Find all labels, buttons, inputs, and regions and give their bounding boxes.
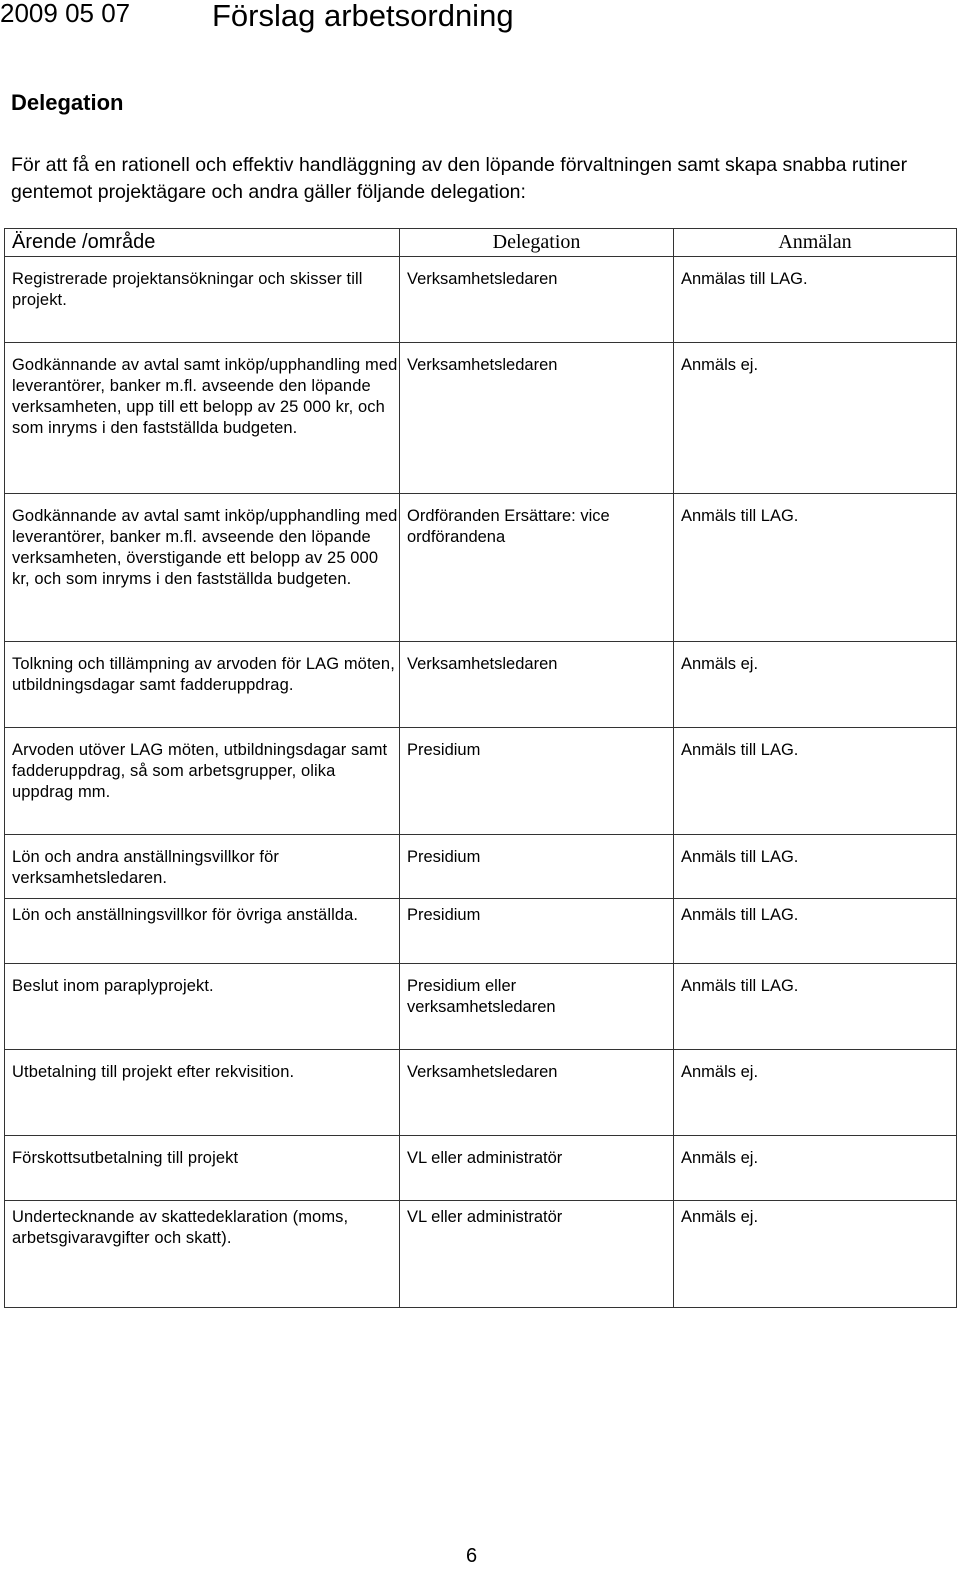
cell-arende [5,343,400,494]
cell-arende [5,494,400,642]
cell-delegation [400,257,674,343]
cell-arende [5,1201,400,1308]
cell-text: Registrerade projektansökningar och skisser till projekt. [12,270,363,309]
table-row [5,728,957,835]
cell-text: Beslut inom paraplyprojekt. [12,977,214,995]
table-row [5,343,957,494]
cell-anmalan [674,642,957,728]
cell-text: Anmäls ej. [681,655,759,673]
cell-delegation [400,835,674,899]
cell-text: Anmäls till LAG. [681,741,799,759]
cell-text: Arvoden utöver LAG möten, utbildningsdagar samt fadderuppdrag, så som arbetsgrupper, olika uppdrag mm. [12,741,388,801]
cell-anmalan [674,494,957,642]
cell-anmalan [674,1201,957,1308]
cell-text: Verksamhetsledaren [407,270,558,288]
cell-text: Anmäls till LAG. [681,906,799,924]
column-header-arende: Ärende /område [5,229,400,257]
cell-anmalan [674,343,957,494]
cell-text: Anmäls ej. [681,1208,759,1226]
cell-delegation [400,1050,674,1136]
cell-text: Undertecknande av skattedeklaration (moms, arbetsgivaravgifter och skatt). [12,1208,349,1247]
cell-arende [5,257,400,343]
cell-delegation [400,1136,674,1201]
cell-arende [5,642,400,728]
cell-text: Anmäls ej. [681,1149,759,1167]
cell-delegation [400,964,674,1050]
cell-text: Anmäls till LAG. [681,977,799,995]
page-number: 6 [466,1545,478,1567]
cell-text: Presidium [407,848,481,866]
cell-arende [5,1050,400,1136]
table-header-row [5,229,957,257]
cell-arende [5,964,400,1050]
cell-text: Anmäls ej. [681,1063,759,1081]
cell-text: Presidium [407,741,481,759]
cell-anmalan [674,964,957,1050]
header-date: 2009 05 07 [0,0,131,28]
delegation-table [4,228,957,1308]
cell-text: VL eller administratör [407,1149,563,1167]
header-title: Förslag arbetsordning [212,0,514,33]
table-row [5,257,957,343]
cell-arende [5,728,400,835]
cell-anmalan [674,728,957,835]
table-row [5,964,957,1050]
table-row [5,835,957,899]
cell-text: Verksamhetsledaren [407,356,558,374]
intro-paragraph: För att få en rationell och effektiv handläggning av den löpande förvaltningen samt skapa snabba rutiner gentemot projektägare och andra gäller följande delegation: [11,154,908,203]
table-row [5,1201,957,1308]
cell-arende [5,1136,400,1201]
cell-delegation [400,343,674,494]
cell-anmalan [674,257,957,343]
table-row [5,1050,957,1136]
cell-text: Tolkning och tillämpning av arvoden för LAG möten, utbildningsdagar samt fadderuppdrag. [12,655,395,694]
cell-text: VL eller administratör [407,1208,563,1226]
table-row [5,642,957,728]
cell-text: Verksamhetsledaren [407,655,558,673]
cell-text: Godkännande av avtal samt inköp/upphandling med leverantörer, banker m.fl. avseende den löpande verksamheten, upp till ett belopp av 25 000 kr, och som inryms i den fastställda budgeten. [12,356,398,437]
table-row [5,899,957,964]
table-row [5,494,957,642]
cell-anmalan [674,899,957,964]
cell-text: Presidium eller verksamhetsledaren [407,977,556,1016]
section-heading: Delegation [11,90,124,115]
cell-text: Ordföranden Ersättare: vice ordförandena [407,507,610,546]
cell-text: Presidium [407,906,481,924]
cell-text: Godkännande av avtal samt inköp/upphandling med leverantörer, banker m.fl. avseende den löpande verksamheten, överstigande ett belopp av 25 000 kr, och som inryms i den fastställda budgeten. [12,507,398,588]
cell-text: Anmälas till LAG. [681,270,808,288]
cell-text: Anmäls till LAG. [681,848,799,866]
cell-text: Anmäls till LAG. [681,507,799,525]
cell-text: Lön och anställningsvillkor för övriga anställda. [12,906,359,924]
cell-anmalan [674,1050,957,1136]
cell-delegation [400,642,674,728]
cell-anmalan [674,835,957,899]
column-header-anmalan: Anmälan [674,229,957,257]
cell-text: Lön och andra anställningsvillkor för verksamhetsledaren. [12,848,279,887]
cell-text: Anmäls ej. [681,356,759,374]
cell-delegation [400,899,674,964]
cell-delegation [400,728,674,835]
cell-text: Utbetalning till projekt efter rekvisition. [12,1063,295,1081]
cell-delegation [400,494,674,642]
cell-arende [5,899,400,964]
cell-anmalan [674,1136,957,1201]
cell-text: Verksamhetsledaren [407,1063,558,1081]
cell-arende [5,835,400,899]
cell-text: Förskottsutbetalning till projekt [12,1149,239,1167]
cell-delegation [400,1201,674,1308]
table-row [5,1136,957,1201]
column-header-delegation: Delegation [400,229,674,257]
